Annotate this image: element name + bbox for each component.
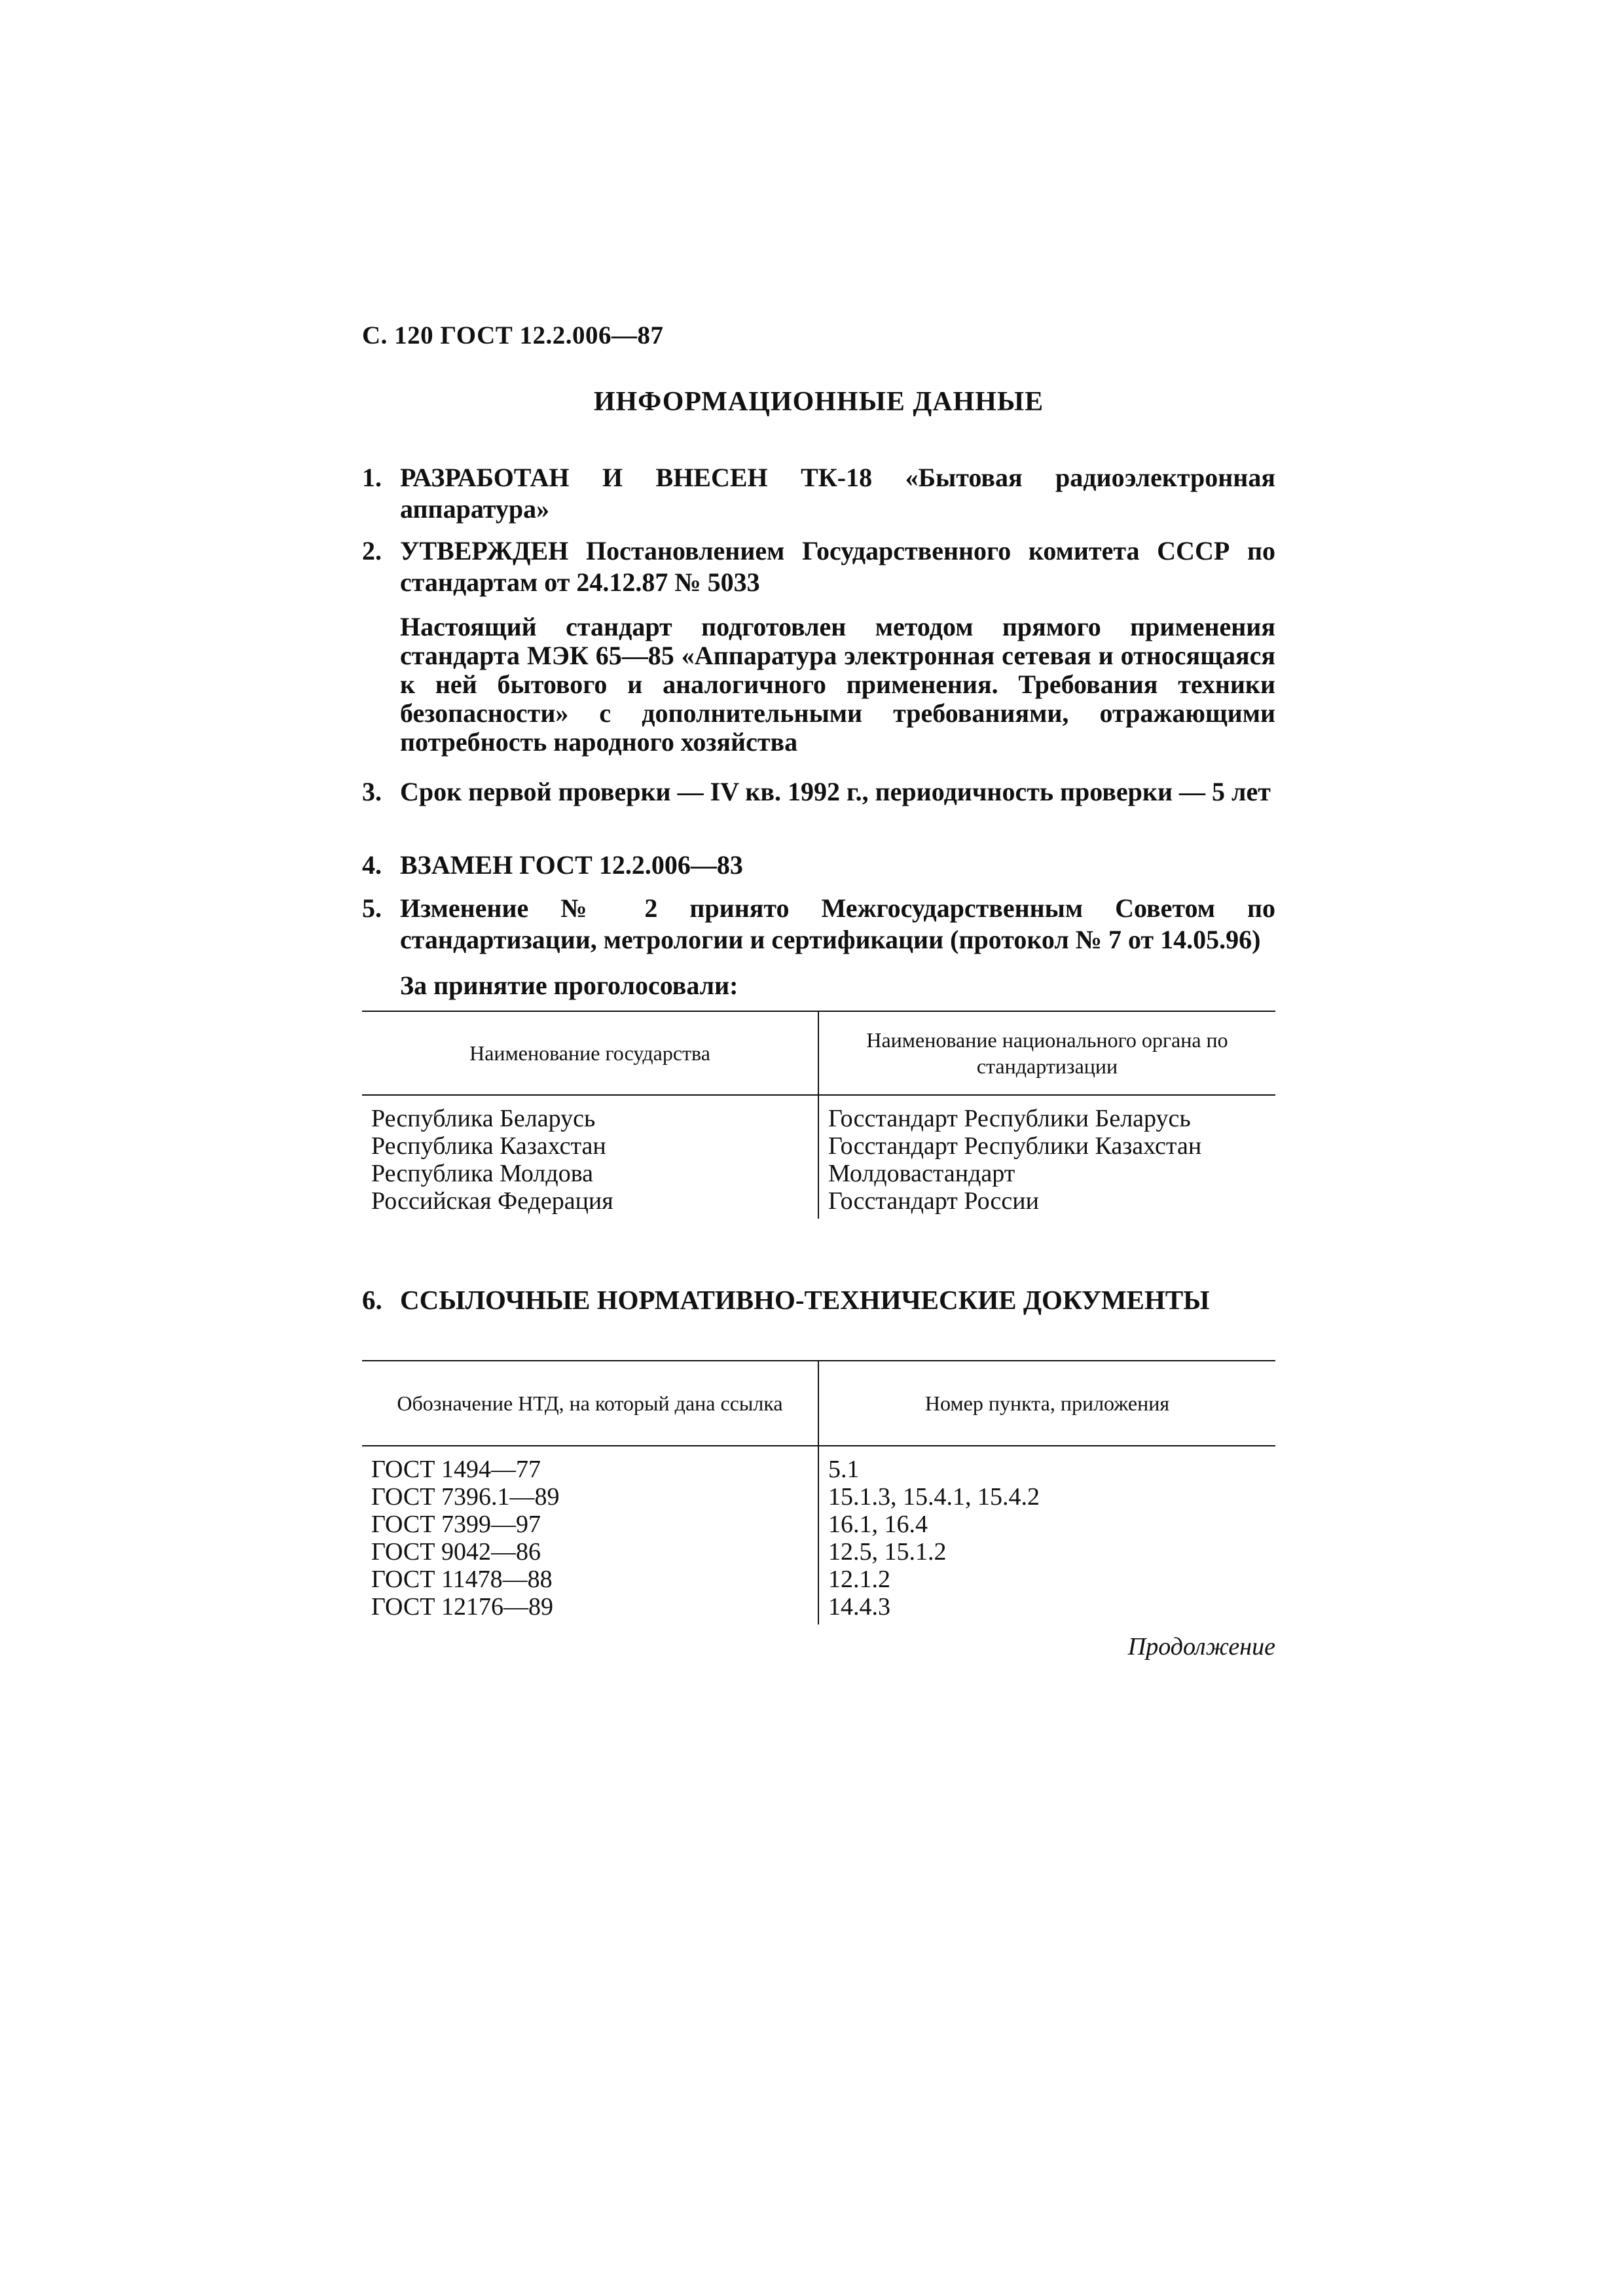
doc-designation: ГОСТ 7399—97	[371, 1511, 541, 1538]
item-2	[362, 535, 1275, 598]
states-cell	[362, 1095, 818, 1219]
clause-number: 16.1, 16.4	[828, 1511, 928, 1538]
item-1	[362, 462, 1275, 525]
item-3	[362, 776, 1275, 808]
doc-designation: ГОСТ 9042—86	[371, 1538, 541, 1566]
clause-number: 12.5, 15.1.2	[828, 1538, 947, 1566]
state-name: Республика Молдова	[371, 1160, 594, 1187]
column-header-clause: Номер пункта, приложения	[818, 1361, 1275, 1446]
item-text: Срок первой проверки — IV кв. 1992 г., периодичность проверки — 5 лет	[400, 777, 1271, 806]
section-title: ССЫЛОЧНЫЕ НОРМАТИВНО-ТЕХНИЧЕСКИЕ ДОКУМЕНТЫ	[400, 1285, 1210, 1315]
state-name: Республика Казахстан	[371, 1132, 606, 1160]
clause-number: 14.4.3	[828, 1593, 890, 1621]
note-paragraph: Настоящий стандарт подготовлен методом прямого применения стандарта МЭК 65—85 «Аппаратура электронная сетевая и относящаяся к ней бытового и аналогичного применения. Требования техники безопасности» с дополнительными требованиями, отражающими потребность народного хозяйства	[400, 612, 1275, 757]
votes-table	[362, 1011, 1275, 1219]
column-header-state: Наименование государства	[362, 1011, 818, 1095]
column-header-doc: Обозначение НТД, на который дана ссылка	[362, 1361, 818, 1446]
item-text: РАЗРАБОТАН И ВНЕСЕН ТК-18 «Бытовая радиоэлектронная аппаратура»	[400, 463, 1275, 524]
body-name: Госстандарт Республики Казахстан	[828, 1132, 1202, 1160]
body-name: Госстандарт Республики Беларусь	[828, 1105, 1191, 1132]
document-title: ИНФОРМАЦИОННЫЕ ДАННЫЕ	[593, 387, 1044, 417]
column-header-body: Наименование национального органа по стандартизации	[818, 1011, 1275, 1095]
references-table	[362, 1360, 1275, 1624]
table-header-row	[362, 1361, 1275, 1446]
doc-designation: ГОСТ 7396.1—89	[371, 1483, 560, 1511]
section-6-heading	[362, 1284, 1275, 1316]
clause-number: 5.1	[828, 1456, 860, 1483]
item-text: Изменение № 2 принято Межгосударственным Советом по стандартизации, метрологии и сертификации (протокол № 7 от 14.05.96)	[400, 893, 1275, 954]
table-row	[362, 1446, 1275, 1624]
bodies-cell	[818, 1095, 1275, 1219]
clause-number: 15.1.3, 15.4.1, 15.4.2	[828, 1483, 1040, 1511]
item-number: 3.	[362, 777, 382, 806]
item-number: 4.	[362, 850, 382, 880]
item-4	[362, 850, 1275, 881]
doc-designation: ГОСТ 1494—77	[371, 1456, 541, 1483]
clauses-cell	[818, 1446, 1275, 1624]
body-name: Молдовастандарт	[828, 1160, 1015, 1187]
item-text: ВЗАМЕН ГОСТ 12.2.006—83	[400, 850, 743, 880]
table-header-row	[362, 1011, 1275, 1095]
doc-designation: ГОСТ 12176—89	[371, 1593, 553, 1621]
item-text: УТВЕРЖДЕН Постановлением Государственного комитета СССР по стандартам от 24.12.87 № 5033	[400, 536, 1275, 597]
table-row	[362, 1095, 1275, 1219]
item-number: 5.	[362, 893, 382, 923]
state-name: Российская Федерация	[371, 1187, 613, 1215]
item-number: 2.	[362, 536, 382, 565]
continuation-note: Продолжение	[1127, 1633, 1275, 1660]
item-number: 1.	[362, 463, 382, 492]
page-header: С. 120 ГОСТ 12.2.006—87	[362, 321, 664, 350]
section-number: 6.	[362, 1285, 382, 1315]
item-5	[362, 893, 1275, 956]
docs-cell	[362, 1446, 818, 1624]
state-name: Республика Беларусь	[371, 1105, 596, 1132]
doc-designation: ГОСТ 11478—88	[371, 1566, 553, 1593]
clause-number: 12.1.2	[828, 1566, 890, 1593]
body-name: Госстандарт России	[828, 1187, 1039, 1215]
voted-heading: За принятие проголосовали:	[400, 971, 739, 1000]
